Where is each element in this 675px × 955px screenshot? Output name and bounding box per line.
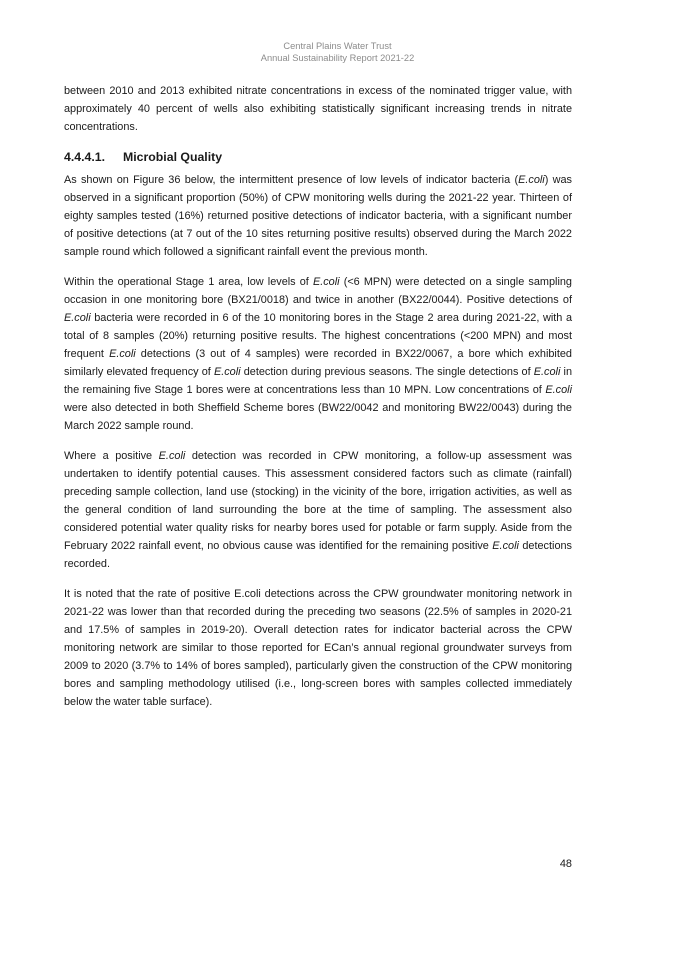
paragraph-2: Within the operational Stage 1 area, low levels of E.coli (<6 MPN) were detected on a single sampling occasion in one monitoring bore (BX21/0018) and twice in another (BX22/0044). Positive detections of E.coli bacteria were recorded in 6 of the 10 monitoring bores in the Stage 2 area during 2021-22, with a total of 8 samples (20%) returning positive results. The highest concentrations (<200 MPN) and most frequent E.coli detections (3 out of 4 samples) were recorded in BX22/0067, a bore which exhibited similarly elevated frequency of E.coli detection during previous seasons. The single detections of E.coli in the remaining five Stage 1 bores were at concentrations less than 10 MPN. Low concentrations of E.coli were also detected in both Sheffield Scheme bores (BW22/0042 and monitoring BW22/0043) during the March 2022 sample round. [64,276,572,432]
page-header [0,40,675,64]
header-org: Central Plains Water Trust [283,41,392,51]
paragraph-3: Where a positive E.coli detection was recorded in CPW monitoring, a follow-up assessment was undertaken to identify potential causes. This assessment considered factors such as climate (rainfall) preceding sample collection, land use (stocking) in the vicinity of the bore, irrigation activities, as well as the general condition of land surrounding the bore at the time of sampling. The assessment also considered potential water quality risks for nearby bores used for potable or farm supply. Aside from the February 2022 rainfall event, no obvious cause was identified for the remaining positive E.coli detections recorded. [64,450,573,570]
intro-paragraph: between 2010 and 2013 exhibited nitrate concentrations in excess of the nominated trigger value, with approximately 40 percent of wells also exhibiting statistically significant increasing trends in nitrate concentrations. [64,85,572,133]
header-report-title: Annual Sustainability Report 2021-22 [260,53,415,63]
paragraph-1: As shown on Figure 36 below, the intermittent presence of low levels of indicator bacteria (E.coli) was observed in a significant proportion (50%) of CPW monitoring wells during the 2021-22 year. Thirteen of eighty samples tested (16%) returned positive detections of indicator bacteria, with a significant number of positive detections (at 7 out of the 10 sites returning positive results) observed during the March 2022 sample round which followed a significant rainfall event the previous month. [64,174,572,258]
section-heading [64,148,572,166]
section-number: 4.4.4.1. [64,150,106,164]
page-number: 48 [559,858,572,870]
page-content [64,82,572,723]
section-title: Microbial Quality [123,150,223,164]
paragraph-4: It is noted that the rate of positive E.coli detections across the CPW groundwater monitoring network in 2021-22 was lower than that recorded during the preceding two seasons (22.5% of samples in 2020-21 and 17.5% of samples in 2019-20). Overall detection rates for indicator bacterial across the CPW monitoring network are similar to those reported for ECan’s annual regional groundwater surveys from 2009 to 2020 (3.7% to 14% of bores sampled), particularly given the construction of the CPW monitoring bores and sampling methodology utilised (i.e., long-screen bores with samples collected immediately below the water table surface). [64,588,572,708]
